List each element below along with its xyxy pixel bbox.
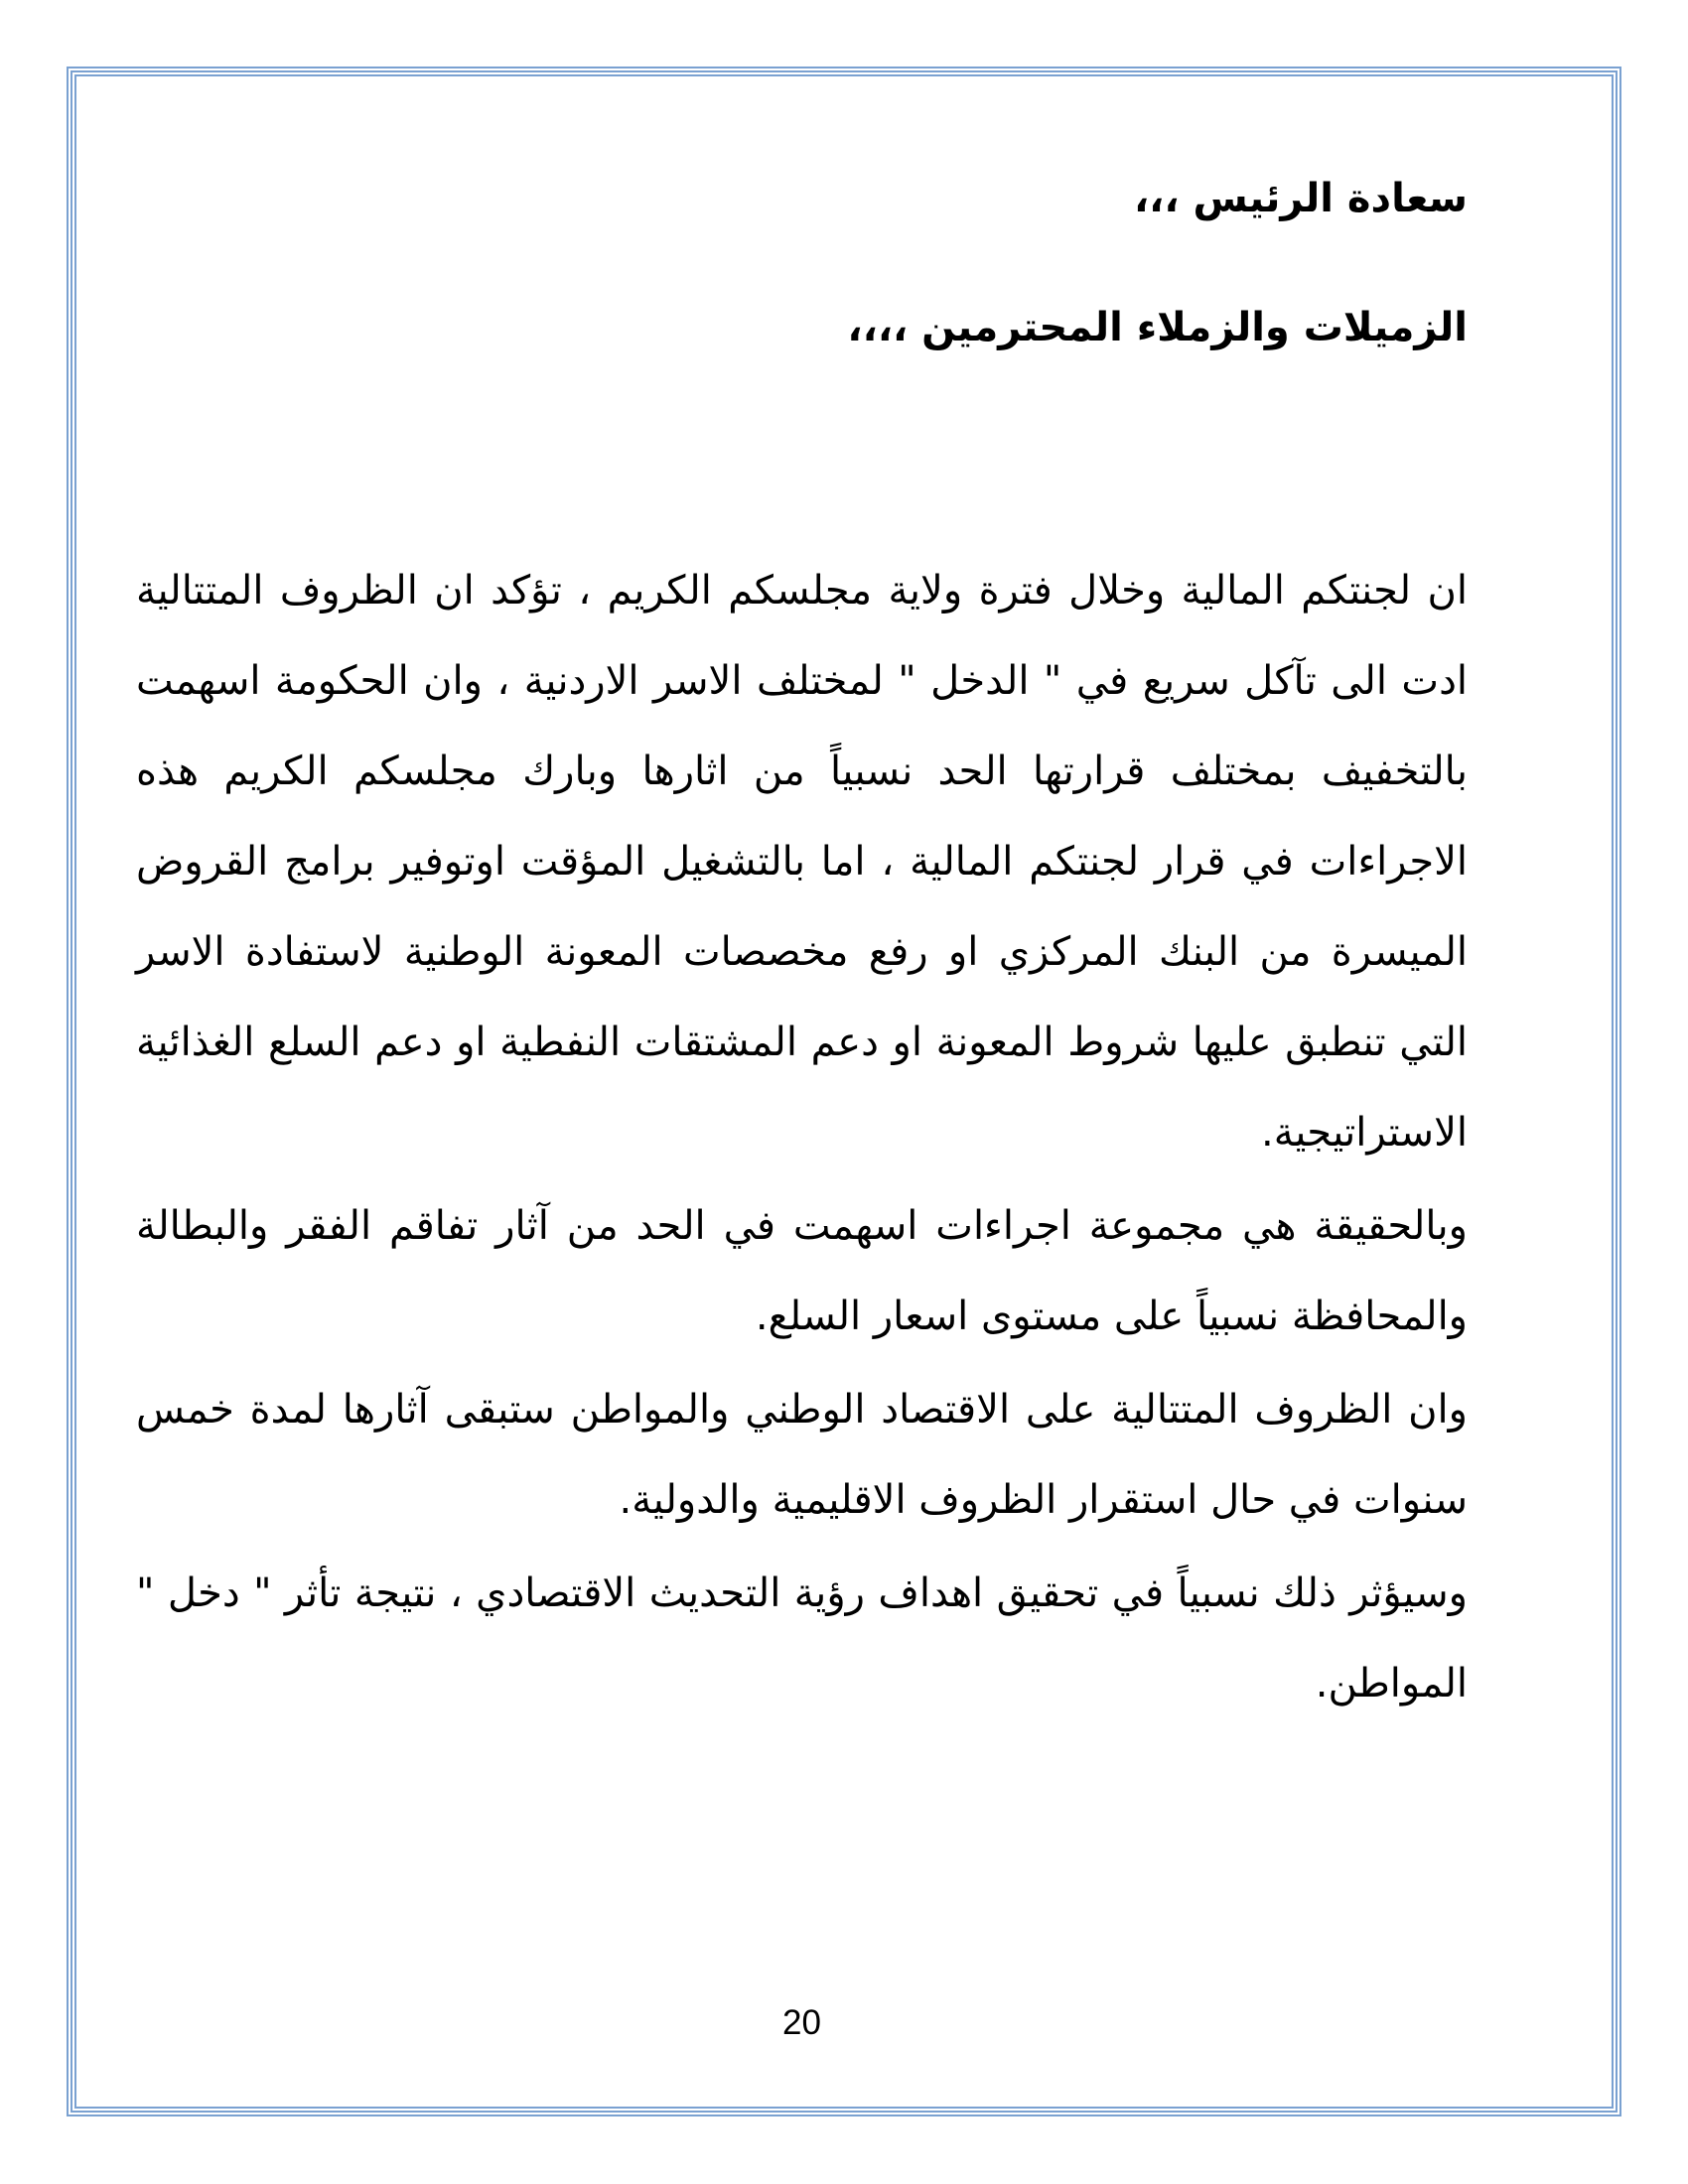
body-paragraph-2: وبالحقيقة هي مجموعة اجراءات اسهمت في الحد من آثار تفاقم الفقر والبطالة والمحافظة نسبياً على مستوى اسعار السلع. <box>136 1203 1468 1339</box>
salutation-line-2: الزميلات والزملاء المحترمين ،،،، <box>847 305 1468 350</box>
body-paragraph-3: وان الظروف المتتالية على الاقتصاد الوطني والمواطن ستبقى آثارها لمدة خمس سنوات في حال استقرار الظروف الاقليمية والدولية. <box>136 1387 1468 1523</box>
body-paragraph-4: وسيؤثر ذلك نسبياً في تحقيق اهداف رؤية التحديث الاقتصادي ، نتيجة تأثر " دخل " المواطن. <box>136 1570 1468 1706</box>
page-number: 20 <box>782 2003 821 2042</box>
body-paragraph-1: ان لجنتكم المالية وخلال فترة ولاية مجلسكم الكريم ، تؤكد ان الظروف المتتالية ادت الى تآكل سريع في " الدخل " لمختلف الاسر الاردنية ، وان الحكومة اسهمت بالتخفيف بمختلف قرارتها الحد نسبياً من اثارها وبارك مجلسكم الكريم هذه الاجراءات في قرار لجنتكم المالية ، اما بالتشغيل المؤقت اوتوفير برامج القروض الميسرة من البنك المركزي او رفع مخصصات المعونة الوطنية لاستفادة الاسر التي تنطبق عليها شروط المعونة او دعم المشتقات النفطية او دعم السلع الغذائية الاستراتيجية. <box>136 568 1468 1156</box>
salutation-line-1: سعادة الرئيس ،،، <box>1133 176 1468 221</box>
page-content <box>136 0 1468 1729</box>
